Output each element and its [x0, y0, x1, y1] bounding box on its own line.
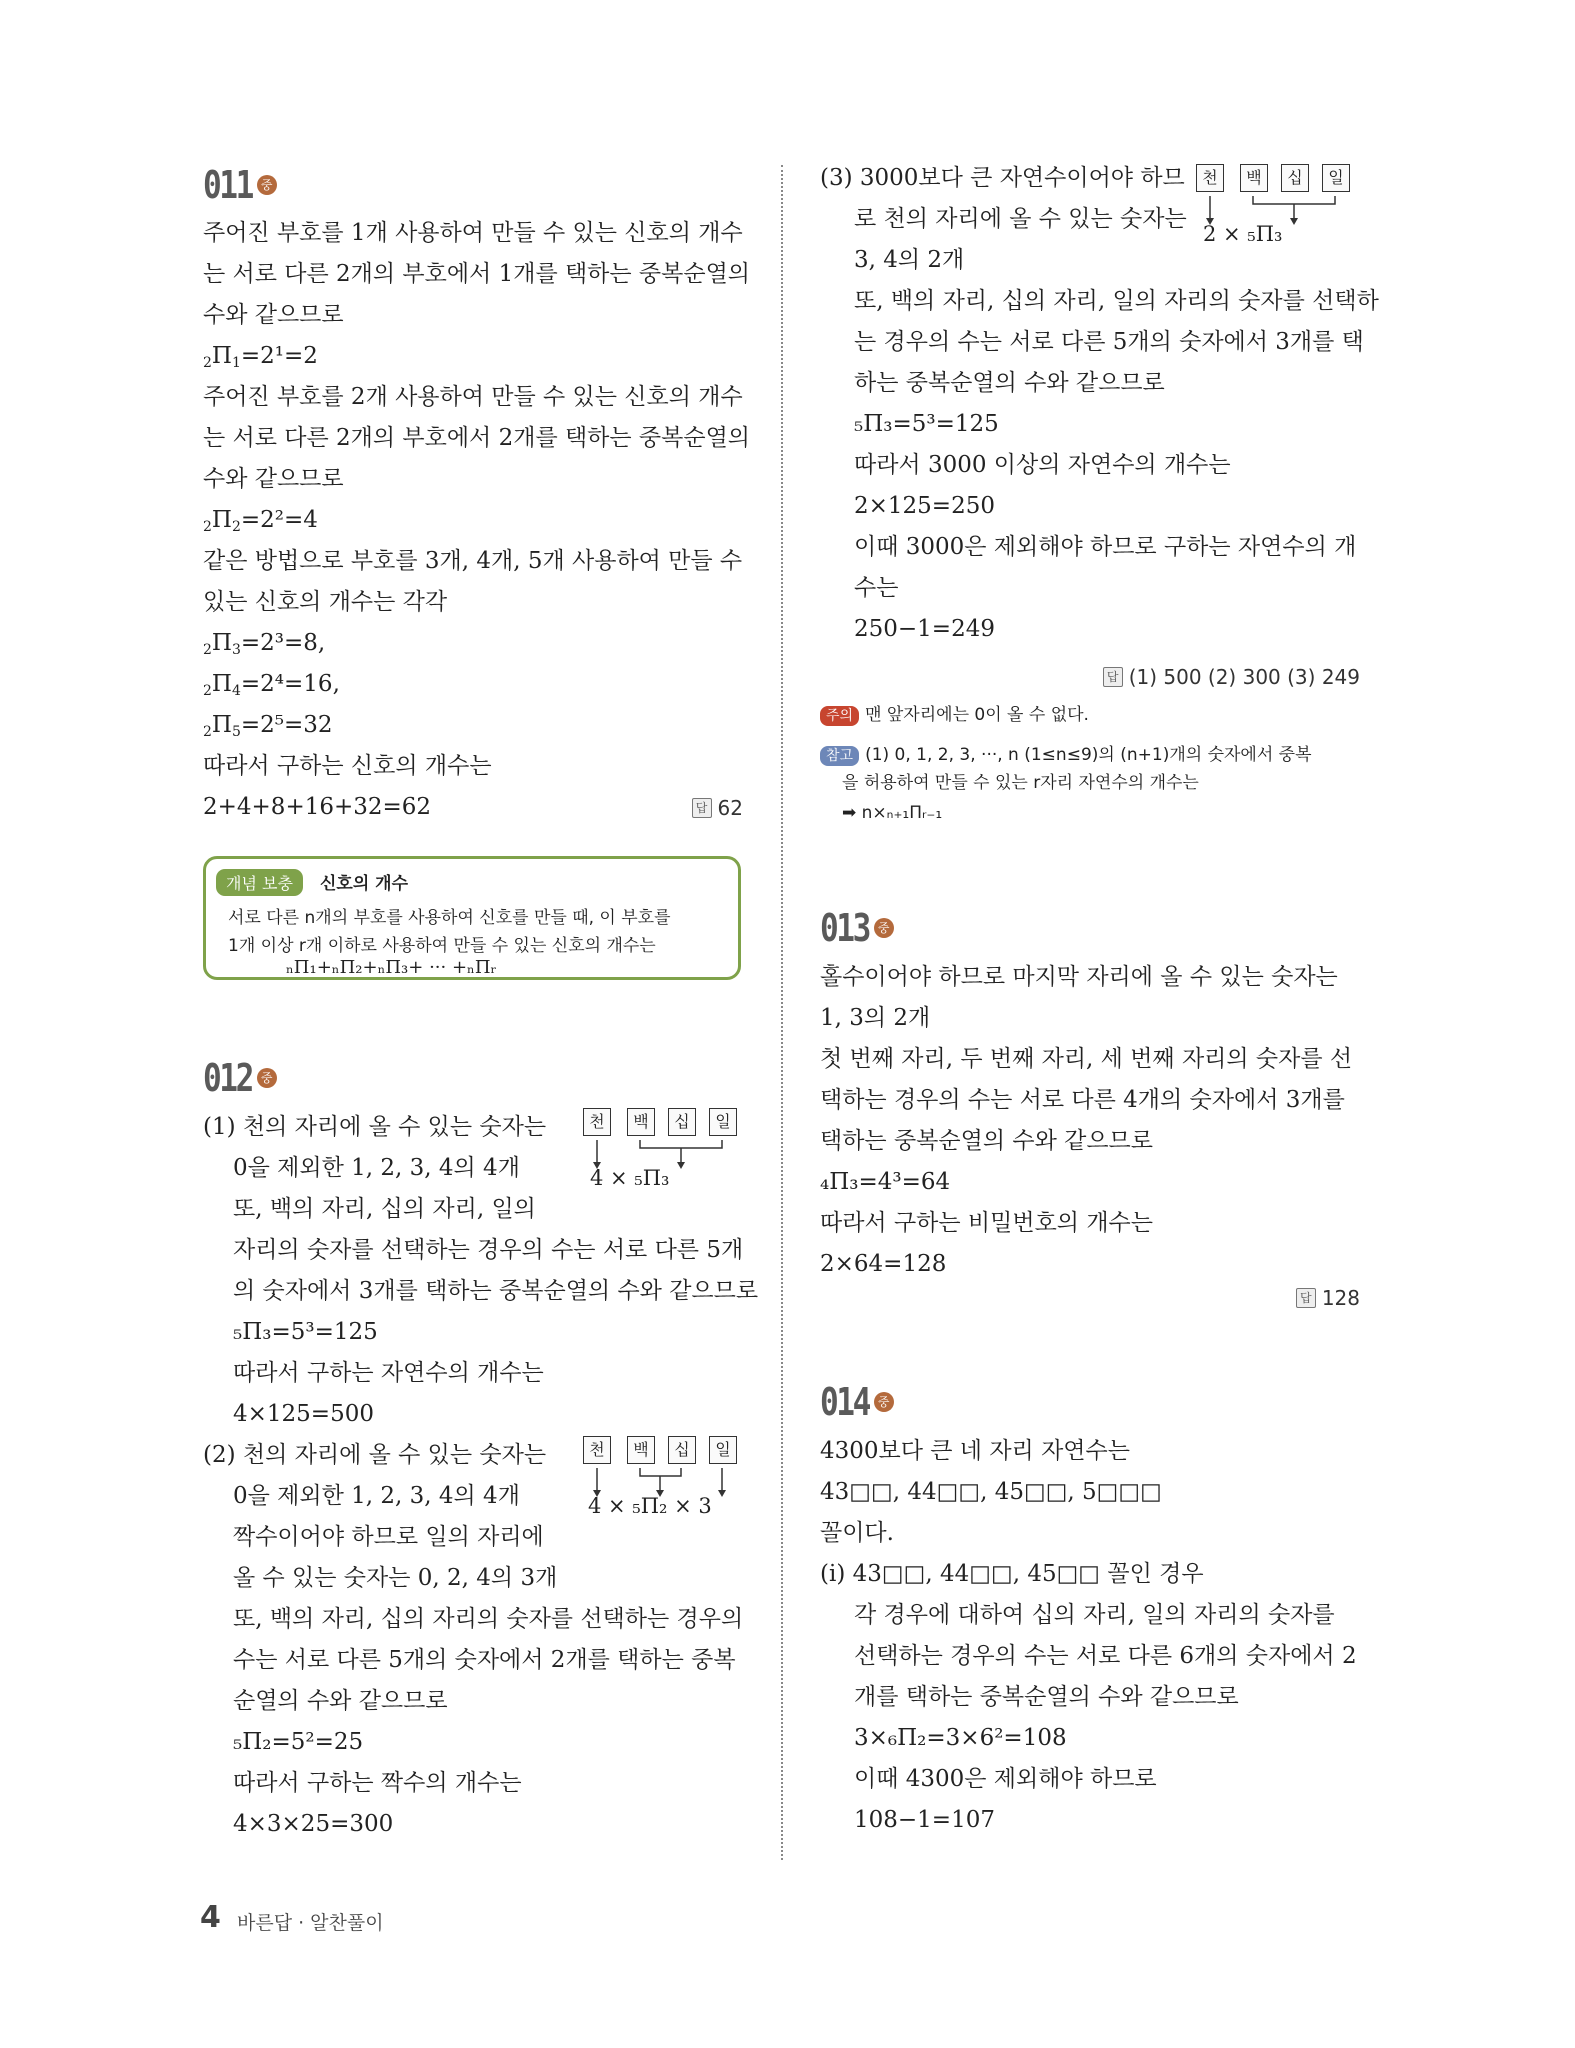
digit-box-hundreds: 백: [1240, 164, 1268, 192]
digit-box-tens: 십: [668, 1108, 696, 1136]
warning-note: [820, 702, 1089, 728]
text-line: (i) 43□□, 44□□, 45□□ 꼴인 경우: [820, 1561, 1204, 1587]
text-line: 택하는 중복순열의 수와 같으므로: [820, 1128, 1153, 1154]
diagram-label: 2 × ₅Π₃: [1203, 222, 1283, 246]
formula-line: ₅Π₃=5³=125: [854, 411, 999, 437]
answer-icon: 답: [692, 798, 712, 818]
text-line: 따라서 구하는 짝수의 개수는: [233, 1770, 522, 1796]
reference-line: 을 허용하여 만들 수 있는 r자리 자연수의 개수는: [842, 773, 1199, 793]
formula-line: 4×125=500: [233, 1401, 374, 1427]
text-line: 따라서 구하는 비밀번호의 개수는: [820, 1210, 1153, 1236]
digit-diagram-3: [1196, 164, 1360, 244]
difficulty-badge: 중: [257, 1068, 277, 1088]
text-line: 있는 신호의 개수는 각각: [203, 589, 448, 615]
text-line: 같은 방법으로 부호를 3개, 4개, 5개 사용하여 만들 수: [203, 548, 743, 574]
problem-011-header: [203, 163, 277, 207]
problem-number: 012: [203, 1056, 252, 1100]
text-line: 자리의 숫자를 선택하는 경우의 수는 서로 다른 5개: [233, 1237, 744, 1263]
text-line: 1, 3의 2개: [820, 1005, 931, 1031]
text-line: 택하는 경우의 수는 서로 다른 4개의 숫자에서 3개를: [820, 1087, 1345, 1113]
diagram-label: 4 × ₅Π₂ × 3: [588, 1494, 712, 1518]
footer-title: 바른답 · 알찬풀이: [237, 1912, 384, 1934]
text-line: 하는 중복순열의 수와 같으므로: [854, 370, 1165, 396]
digit-box-tens: 십: [668, 1436, 696, 1464]
text-line: 따라서 구하는 신호의 개수는: [203, 753, 492, 779]
answer-icon: 답: [1103, 667, 1123, 687]
answer-011: [692, 794, 743, 822]
digit-diagram-2: [583, 1436, 743, 1516]
text-line: 각 경우에 대하여 십의 자리, 일의 자리의 숫자를: [854, 1602, 1335, 1628]
digit-box-thousands: 천: [1196, 164, 1224, 192]
formula-5: =2⁵=32: [240, 712, 333, 738]
formula-line: ₅Π₂=5²=25: [233, 1729, 364, 1755]
diagram-label: 4 × ₅Π₃: [590, 1166, 670, 1190]
text-line: 홀수이어야 하므로 마지막 자리에 올 수 있는 숫자는: [820, 964, 1338, 990]
text-line: 수와 같으므로: [203, 302, 344, 328]
formula-line: $_2\Pi_4=2^4=16$,: [203, 671, 340, 699]
formula-line: 250−1=249: [854, 616, 995, 642]
warning-tag: 주의: [820, 706, 859, 726]
difficulty-badge: 중: [257, 175, 277, 195]
text-line: 3, 4의 2개: [854, 247, 965, 273]
warning-text: 맨 앞자리에는 0이 올 수 없다.: [865, 705, 1089, 725]
answer-value: (1) 500 (2) 300 (3) 249: [1128, 665, 1360, 689]
formula-4: =2⁴=16,: [240, 671, 340, 697]
digit-box-hundreds: 백: [627, 1108, 655, 1136]
text-line: 개를 택하는 중복순열의 수와 같으므로: [854, 1684, 1239, 1710]
formula-2: =2²=4: [240, 507, 318, 533]
digit-box-ones: 일: [709, 1108, 737, 1136]
text-line: 수는 서로 다른 5개의 숫자에서 2개를 택하는 중복: [233, 1647, 736, 1673]
digit-box-thousands: 천: [583, 1436, 611, 1464]
concept-line: 1개 이상 r개 이하로 사용하여 만들 수 있는 신호의 개수는: [228, 936, 656, 956]
text-line: 따라서 구하는 자연수의 개수는: [233, 1360, 544, 1386]
text-line: 0을 제외한 1, 2, 3, 4의 4개: [233, 1483, 520, 1509]
answer-value: 62: [717, 796, 743, 820]
digit-box-tens: 십: [1281, 164, 1309, 192]
formula-line: 2×125=250: [854, 493, 995, 519]
formula-line: 3×₆Π₂=3×6²=108: [854, 1725, 1067, 1751]
text-line: 로 천의 자리에 올 수 있는 숫자는: [854, 206, 1187, 232]
formula-line: 108−1=107: [854, 1807, 995, 1833]
digit-box-hundreds: 백: [627, 1436, 655, 1464]
text-line: (1) 천의 자리에 올 수 있는 숫자는: [203, 1114, 547, 1140]
answer-013: [1296, 1284, 1360, 1312]
text-line: 2+4+8+16+32=62: [203, 794, 432, 820]
problem-number: 011: [203, 163, 252, 207]
concept-formula: ₙΠ₁+ₙΠ₂+ₙΠ₃+ ··· +ₙΠᵣ: [286, 957, 497, 978]
answer-icon: 답: [1296, 1288, 1316, 1308]
reference-note: [820, 742, 1312, 768]
text-line: 또, 백의 자리, 십의 자리, 일의: [233, 1196, 536, 1222]
text-line: 는 서로 다른 2개의 부호에서 2개를 택하는 중복순열의: [203, 425, 751, 451]
text-line: 따라서 3000 이상의 자연수의 개수는: [854, 452, 1231, 478]
digit-box-ones: 일: [709, 1436, 737, 1464]
digit-box-thousands: 천: [583, 1108, 611, 1136]
concept-line: 서로 다른 n개의 부호를 사용하여 신호를 만들 때, 이 부호를: [228, 908, 671, 928]
formula-line: 2×64=128: [820, 1251, 947, 1277]
formula-line: $_2\Pi_3=2^3=8$,: [203, 630, 326, 658]
difficulty-badge: 중: [874, 918, 894, 938]
text-line: 짝수이어야 하므로 일의 자리에: [233, 1524, 544, 1550]
text-line: 첫 번째 자리, 두 번째 자리, 세 번째 자리의 숫자를 선: [820, 1046, 1353, 1072]
reference-line: (1) 0, 1, 2, 3, ···, n (1≤n≤9)의 (n+1)개의 숫자에서 중복: [865, 745, 1312, 765]
reference-tag: 참고: [820, 746, 859, 766]
text-line: 수는: [854, 575, 899, 601]
text-line: 43□□, 44□□, 45□□, 5□□□: [820, 1479, 1162, 1505]
reference-formula: ➡ n×ₙ₊₁Πᵣ₋₁: [842, 803, 943, 823]
digit-box-ones: 일: [1322, 164, 1350, 192]
formula-line: ₄Π₃=4³=64: [820, 1169, 951, 1195]
problem-012-header: [203, 1056, 277, 1100]
digit-diagram-1: [583, 1108, 743, 1188]
page-number: 4: [200, 1900, 221, 1935]
bracket-arrows: [1196, 192, 1360, 226]
text-line: 이때 4300은 제외해야 하므로: [854, 1766, 1157, 1792]
text-line: 또, 백의 자리, 십의 자리, 일의 자리의 숫자를 선택하: [854, 288, 1379, 314]
formula-1: =2¹=2: [240, 343, 318, 369]
bracket-arrows: [583, 1136, 743, 1170]
formula-line: $_2\Pi_5=2^5=32$: [203, 712, 333, 740]
text-line: 이때 3000은 제외해야 하므로 구하는 자연수의 개: [854, 534, 1357, 560]
formula-line: $_2\Pi_1=2^1=2$: [203, 343, 318, 371]
text-line: 올 수 있는 숫자는 0, 2, 4의 3개: [233, 1565, 558, 1591]
problem-014-header: [820, 1380, 894, 1424]
column-divider: [781, 165, 783, 1860]
text-line: 는 경우의 수는 서로 다른 5개의 숫자에서 3개를 택: [854, 329, 1364, 355]
text-line: (2) 천의 자리에 올 수 있는 숫자는: [203, 1442, 547, 1468]
formula-line: ₅Π₃=5³=125: [233, 1319, 378, 1345]
difficulty-badge: 중: [874, 1392, 894, 1412]
text-line: 의 숫자에서 3개를 택하는 중복순열의 수와 같으므로: [233, 1278, 759, 1304]
text-line: 주어진 부호를 1개 사용하여 만들 수 있는 신호의 개수: [203, 220, 743, 246]
bracket-arrows: [583, 1464, 743, 1498]
text-line: 는 서로 다른 2개의 부호에서 1개를 택하는 중복순열의: [203, 261, 751, 287]
text-line: 수와 같으므로: [203, 466, 344, 492]
text-line: 4300보다 큰 네 자리 자연수는: [820, 1438, 1130, 1464]
text-line: 또, 백의 자리, 십의 자리의 숫자를 선택하는 경우의: [233, 1606, 744, 1632]
problem-number: 013: [820, 906, 869, 950]
text-line: (3) 3000보다 큰 자연수이어야 하므: [820, 165, 1185, 191]
formula-line: 4×3×25=300: [233, 1811, 394, 1837]
text-line: 주어진 부호를 2개 사용하여 만들 수 있는 신호의 개수: [203, 384, 743, 410]
answer-value: 128: [1321, 1286, 1360, 1310]
concept-tag: 개념 보충: [216, 869, 303, 896]
problem-number: 014: [820, 1380, 869, 1424]
problem-013-header: [820, 906, 894, 950]
concept-title: 신호의 개수: [320, 874, 409, 894]
answer-012: [1103, 663, 1360, 691]
text-line: 순열의 수와 같으므로: [233, 1688, 448, 1714]
formula-3: =2³=8,: [240, 630, 326, 656]
text-line: 0을 제외한 1, 2, 3, 4의 4개: [233, 1155, 520, 1181]
text-line: 꼴이다.: [820, 1520, 894, 1546]
concept-box: [203, 856, 741, 980]
text-line: 선택하는 경우의 수는 서로 다른 6개의 숫자에서 2: [854, 1643, 1357, 1669]
formula-line: $_2\Pi_2=2^2=4$: [203, 507, 318, 535]
